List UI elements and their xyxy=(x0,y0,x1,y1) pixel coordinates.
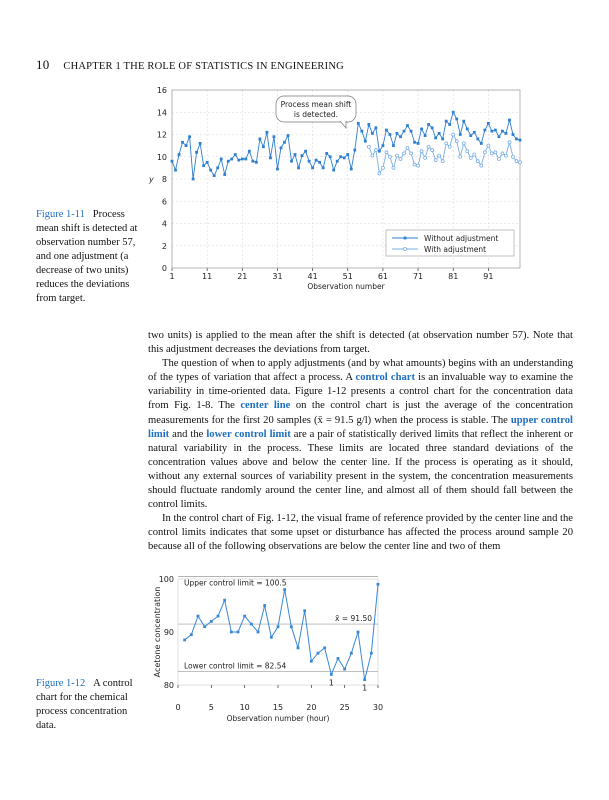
x-tick-label: 81 xyxy=(448,272,459,281)
data-point-without-adjustment xyxy=(241,158,244,161)
data-point-without-adjustment xyxy=(185,144,188,147)
data-point-with-adjustment xyxy=(501,152,504,155)
body-text xyxy=(148,329,573,555)
data-point-with-adjustment xyxy=(452,133,455,136)
data-point-without-adjustment xyxy=(459,133,462,136)
data-point-without-adjustment xyxy=(360,130,363,133)
data-point-without-adjustment xyxy=(483,129,486,132)
lcl-label: Lower control limit = 82.54 xyxy=(184,661,287,671)
data-point-without-adjustment xyxy=(195,151,198,154)
data-point-without-adjustment xyxy=(480,142,483,145)
data-point-without-adjustment xyxy=(206,161,209,164)
data-point-without-adjustment xyxy=(227,160,230,163)
concentration-point xyxy=(330,673,333,676)
data-point-without-adjustment xyxy=(178,153,181,156)
data-point-without-adjustment xyxy=(216,166,219,169)
data-point-with-adjustment xyxy=(399,157,402,160)
concentration-point xyxy=(297,647,300,650)
data-point-with-adjustment xyxy=(494,151,497,154)
term-upper-control-limit: upper control limit xyxy=(148,414,573,440)
concentration-point xyxy=(370,652,373,655)
data-point-with-adjustment xyxy=(420,150,423,153)
data-point-without-adjustment xyxy=(385,129,388,132)
y-tick-label: 16 xyxy=(156,86,167,95)
x-tick-label: 71 xyxy=(412,272,424,281)
concentration-point xyxy=(217,615,220,618)
data-point-without-adjustment xyxy=(371,132,374,135)
data-point-without-adjustment xyxy=(410,130,413,133)
concentration-point xyxy=(250,623,253,626)
data-point-without-adjustment xyxy=(448,123,451,126)
data-point-without-adjustment xyxy=(290,160,293,163)
data-point-with-adjustment xyxy=(469,156,472,159)
data-point-without-adjustment xyxy=(255,161,258,164)
data-point-with-adjustment xyxy=(466,150,469,153)
data-point-without-adjustment xyxy=(343,156,346,159)
y-tick-label-2: 80 xyxy=(163,681,174,690)
x-tick-label-2: 15 xyxy=(272,703,284,712)
concentration-point xyxy=(290,625,293,628)
data-point-without-adjustment xyxy=(476,138,479,141)
data-point-without-adjustment xyxy=(501,130,504,133)
concentration-point xyxy=(270,636,273,639)
data-point-with-adjustment xyxy=(385,151,388,154)
data-point-without-adjustment xyxy=(367,123,370,126)
data-point-with-adjustment xyxy=(378,172,381,175)
data-point-without-adjustment xyxy=(315,159,318,162)
figure-1-11-caption xyxy=(36,208,148,306)
concentration-point xyxy=(377,583,380,586)
y-tick-label: 10 xyxy=(156,152,167,162)
data-point-without-adjustment xyxy=(174,169,177,172)
data-point-without-adjustment xyxy=(357,122,360,125)
data-point-with-adjustment xyxy=(434,159,437,162)
data-point-without-adjustment xyxy=(199,142,202,145)
data-point-without-adjustment xyxy=(487,122,490,125)
data-point-without-adjustment xyxy=(469,134,472,137)
concentration-point xyxy=(343,668,346,671)
legend-label: Without adjustment xyxy=(424,234,499,243)
data-point-with-adjustment xyxy=(367,145,370,148)
data-point-with-adjustment xyxy=(455,140,458,143)
data-point-with-adjustment xyxy=(427,145,430,148)
data-point-without-adjustment xyxy=(427,123,430,126)
data-point-with-adjustment xyxy=(410,152,413,155)
concentration-point xyxy=(363,678,366,681)
data-point-with-adjustment xyxy=(445,142,448,145)
y-tick-label: 2 xyxy=(161,241,167,251)
data-point-with-adjustment xyxy=(392,166,395,169)
data-point-without-adjustment xyxy=(202,164,205,167)
figure-1-11-label: Figure 1-11 xyxy=(36,209,85,220)
x-tick-label: 41 xyxy=(307,272,318,281)
data-point-without-adjustment xyxy=(441,138,444,141)
data-point-without-adjustment xyxy=(181,141,184,144)
data-point-without-adjustment xyxy=(519,139,522,142)
data-point-without-adjustment xyxy=(192,178,195,181)
concentration-point xyxy=(183,639,186,642)
data-point-without-adjustment xyxy=(434,136,437,139)
annotation-line-1: Process mean shift xyxy=(280,100,352,109)
concentration-point xyxy=(263,604,266,607)
data-point-without-adjustment xyxy=(223,173,226,176)
term-center-line: center line xyxy=(240,400,291,412)
data-point-without-adjustment xyxy=(396,132,399,135)
x-tick-label: 51 xyxy=(342,272,353,281)
data-point-without-adjustment xyxy=(374,126,377,129)
y-tick-label-2: 100 xyxy=(158,575,174,584)
data-point-without-adjustment xyxy=(297,166,300,169)
y-tick-label: 12 xyxy=(156,130,167,140)
data-point-with-adjustment xyxy=(487,144,490,147)
x-axis-label: Observation number xyxy=(307,282,385,291)
ucl-label: Upper control limit = 100.5 xyxy=(184,578,287,588)
concentration-point xyxy=(243,615,246,618)
legend-label: With adjustment xyxy=(424,245,487,254)
data-point-without-adjustment xyxy=(339,155,342,158)
data-point-without-adjustment xyxy=(318,161,321,164)
data-point-with-adjustment xyxy=(395,154,398,157)
concentration-point xyxy=(237,631,240,634)
data-point-with-adjustment xyxy=(374,149,377,152)
data-point-without-adjustment xyxy=(389,133,392,136)
data-point-without-adjustment xyxy=(188,135,191,138)
data-point-with-adjustment xyxy=(413,163,416,166)
data-point-with-adjustment xyxy=(371,154,374,157)
concentration-point xyxy=(310,660,313,663)
concentration-point xyxy=(223,599,226,602)
data-point-without-adjustment xyxy=(466,128,469,131)
y-axis-label: y xyxy=(149,175,154,184)
data-point-with-adjustment xyxy=(388,155,391,158)
paragraph-1: two units) is applied to the mean after the shift is detected (at observation number 57). Note that this adjustment decreases the deviations from target. xyxy=(148,330,573,356)
data-point-with-adjustment xyxy=(483,151,486,154)
x-tick-label: 1 xyxy=(169,272,175,281)
x-tick-label: 91 xyxy=(483,272,494,281)
out-of-control-signal-label: 1 xyxy=(328,678,334,688)
data-point-without-adjustment xyxy=(273,135,276,138)
concentration-point xyxy=(277,625,280,628)
data-point-without-adjustment xyxy=(399,135,402,138)
x-tick-label: 21 xyxy=(237,272,248,281)
data-point-without-adjustment xyxy=(262,145,265,148)
data-point-with-adjustment xyxy=(490,152,493,155)
data-point-without-adjustment xyxy=(406,124,409,127)
data-point-with-adjustment xyxy=(438,154,441,157)
data-point-without-adjustment xyxy=(304,150,307,153)
data-point-without-adjustment xyxy=(311,166,314,169)
figure-1-11-text: Process mean shift is detected at observation number 57, and one adjustment (a decrease of two units) reduces the deviations from target. xyxy=(36,209,138,304)
data-point-without-adjustment xyxy=(420,128,423,131)
p2-text-e: are a pair of statistically derived limits that reflect the inherent or natural variability in the process. These limits are located three standard deviations of the concentration values above and below the center line. If the process is operating as it should, without any external sources of variability present in the system, the concentration measurements should fluctuate randomly around the center line, and almost all of them should fall between the control limits. xyxy=(148,428,573,511)
data-point-with-adjustment xyxy=(462,142,465,145)
data-point-without-adjustment xyxy=(515,138,518,141)
annotation-line-2: is detected. xyxy=(293,110,339,119)
data-point-with-adjustment xyxy=(480,164,483,167)
data-point-with-adjustment xyxy=(459,155,462,158)
legend-swatch-marker xyxy=(404,248,407,251)
data-point-without-adjustment xyxy=(498,135,501,138)
data-point-without-adjustment xyxy=(353,149,356,152)
data-point-without-adjustment xyxy=(431,126,434,129)
concentration-point xyxy=(230,631,233,634)
data-point-without-adjustment xyxy=(403,130,406,133)
data-point-without-adjustment xyxy=(325,152,328,155)
data-point-without-adjustment xyxy=(244,158,247,161)
data-point-with-adjustment xyxy=(515,160,518,163)
data-point-without-adjustment xyxy=(473,131,476,134)
term-control-chart: control chart xyxy=(355,372,415,384)
x-tick-label-2: 25 xyxy=(339,703,350,712)
data-point-without-adjustment xyxy=(445,120,448,123)
data-point-without-adjustment xyxy=(455,118,458,121)
data-point-without-adjustment xyxy=(230,158,233,161)
p2-text-b: is an invaluable way to examine the variability in time-oriented data. Figure 1-12 presents a control chart for the concentration data from Fig. 1-8. The xyxy=(148,372,573,412)
data-point-with-adjustment xyxy=(441,160,444,163)
data-point-without-adjustment xyxy=(171,160,174,163)
out-of-control-signal-label: 1 xyxy=(362,683,368,693)
data-point-without-adjustment xyxy=(280,146,283,149)
data-point-with-adjustment xyxy=(403,152,406,155)
data-point-without-adjustment xyxy=(424,134,427,137)
concentration-point xyxy=(303,609,306,612)
y-tick-label: 0 xyxy=(161,264,167,273)
y-tick-label: 6 xyxy=(161,197,167,207)
x-tick-label-2: 0 xyxy=(175,703,181,712)
data-point-with-adjustment xyxy=(417,164,420,167)
y-tick-label: 4 xyxy=(161,219,167,229)
data-point-without-adjustment xyxy=(209,169,212,172)
data-point-without-adjustment xyxy=(462,120,465,123)
x-tick-label: 31 xyxy=(272,272,283,281)
y-tick-label: 8 xyxy=(161,175,167,184)
data-point-without-adjustment xyxy=(346,153,349,156)
data-point-without-adjustment xyxy=(452,111,455,114)
data-point-without-adjustment xyxy=(364,140,367,143)
page-number: 10 xyxy=(36,57,50,72)
data-point-without-adjustment xyxy=(301,154,304,157)
data-point-with-adjustment xyxy=(508,141,511,144)
data-point-without-adjustment xyxy=(505,132,508,135)
data-point-without-adjustment xyxy=(266,131,269,134)
concentration-point xyxy=(203,625,206,628)
data-point-without-adjustment xyxy=(336,160,339,163)
figure-1-12-label: Figure 1-12 xyxy=(36,678,86,689)
data-point-with-adjustment xyxy=(476,160,479,163)
paragraph-3: In the control chart of Fig. 1-12, the visual frame of reference provided by the center line and the control limits indicates that some upset or disturbance has affected the process around sample 20 because all of the following observations are below the center line and two of them xyxy=(148,513,573,553)
data-point-without-adjustment xyxy=(378,150,381,153)
concentration-point xyxy=(283,588,286,591)
data-point-without-adjustment xyxy=(269,156,272,159)
data-point-without-adjustment xyxy=(490,130,493,133)
data-point-without-adjustment xyxy=(283,141,286,144)
data-point-without-adjustment xyxy=(251,160,254,163)
x-tick-label: 11 xyxy=(202,272,213,281)
data-point-without-adjustment xyxy=(350,168,353,171)
data-point-with-adjustment xyxy=(381,166,384,169)
p2-text-c: on the control chart is just the average of the concentration measurements for the first 20 samples (x̄ = 91.5 g/l) when the process is stable. The xyxy=(148,400,573,426)
concentration-point xyxy=(197,615,200,618)
chapter-title: CHAPTER 1 THE ROLE OF STATISTICS IN ENGINEERING xyxy=(63,61,344,72)
term-lower-control-limit: lower control limit xyxy=(206,428,291,440)
x-axis-label-2: Observation number (hour) xyxy=(226,714,330,723)
data-point-without-adjustment xyxy=(248,150,251,153)
figure-1-12-caption xyxy=(36,677,148,733)
concentration-point xyxy=(350,652,353,655)
y-tick-label: 14 xyxy=(156,108,167,118)
x-tick-label: 61 xyxy=(377,272,389,281)
data-point-without-adjustment xyxy=(308,160,311,163)
data-point-without-adjustment xyxy=(329,155,332,158)
data-point-without-adjustment xyxy=(258,138,261,141)
annotation-pointer xyxy=(340,121,346,128)
data-point-with-adjustment xyxy=(519,161,522,164)
data-point-without-adjustment xyxy=(237,159,240,162)
data-point-without-adjustment xyxy=(294,153,297,156)
concentration-point xyxy=(190,633,193,636)
data-point-without-adjustment xyxy=(287,134,290,137)
y-tick-label-2: 90 xyxy=(163,628,174,637)
x-tick-label-2: 30 xyxy=(372,703,384,712)
data-point-without-adjustment xyxy=(234,153,237,156)
data-point-without-adjustment xyxy=(276,168,279,171)
data-point-with-adjustment xyxy=(448,145,451,148)
data-point-with-adjustment xyxy=(497,157,500,160)
data-point-without-adjustment xyxy=(213,174,216,177)
p2-text-a: The question of when to apply adjustments (and by what amounts) begins with an understanding of the types of variation that affect a process. A xyxy=(148,358,573,384)
concentration-point xyxy=(323,647,326,650)
p2-text-d: and the xyxy=(169,428,207,440)
data-point-with-adjustment xyxy=(473,153,476,156)
concentration-point xyxy=(357,631,360,634)
data-point-without-adjustment xyxy=(413,141,416,144)
concentration-point xyxy=(257,631,260,634)
data-point-without-adjustment xyxy=(322,166,325,169)
legend-swatch-marker xyxy=(404,237,407,240)
data-point-with-adjustment xyxy=(424,156,427,159)
x-tick-label-2: 20 xyxy=(306,703,317,712)
center-label: x̄ = 91.50 xyxy=(335,614,372,624)
data-point-without-adjustment xyxy=(512,133,515,136)
data-point-without-adjustment xyxy=(438,132,441,135)
data-point-without-adjustment xyxy=(392,144,395,147)
y-axis-label-2: Acetone concentration xyxy=(153,586,162,678)
concentration-point xyxy=(337,657,340,660)
concentration-point xyxy=(317,652,320,655)
x-tick-label-2: 10 xyxy=(239,703,250,712)
data-point-with-adjustment xyxy=(511,155,514,158)
data-point-without-adjustment xyxy=(417,142,420,145)
figure-1-12-text: A control chart for the chemical process concentration data. xyxy=(36,678,133,731)
x-tick-label-2: 5 xyxy=(208,703,214,712)
data-point-without-adjustment xyxy=(508,119,511,122)
data-point-with-adjustment xyxy=(406,146,409,149)
concentration-point xyxy=(210,620,213,623)
data-point-without-adjustment xyxy=(332,169,335,172)
data-point-without-adjustment xyxy=(382,144,385,147)
data-point-with-adjustment xyxy=(431,149,434,152)
paragraph-2 xyxy=(148,357,573,512)
data-point-without-adjustment xyxy=(494,129,497,132)
data-point-without-adjustment xyxy=(220,158,223,161)
data-point-with-adjustment xyxy=(504,154,507,157)
